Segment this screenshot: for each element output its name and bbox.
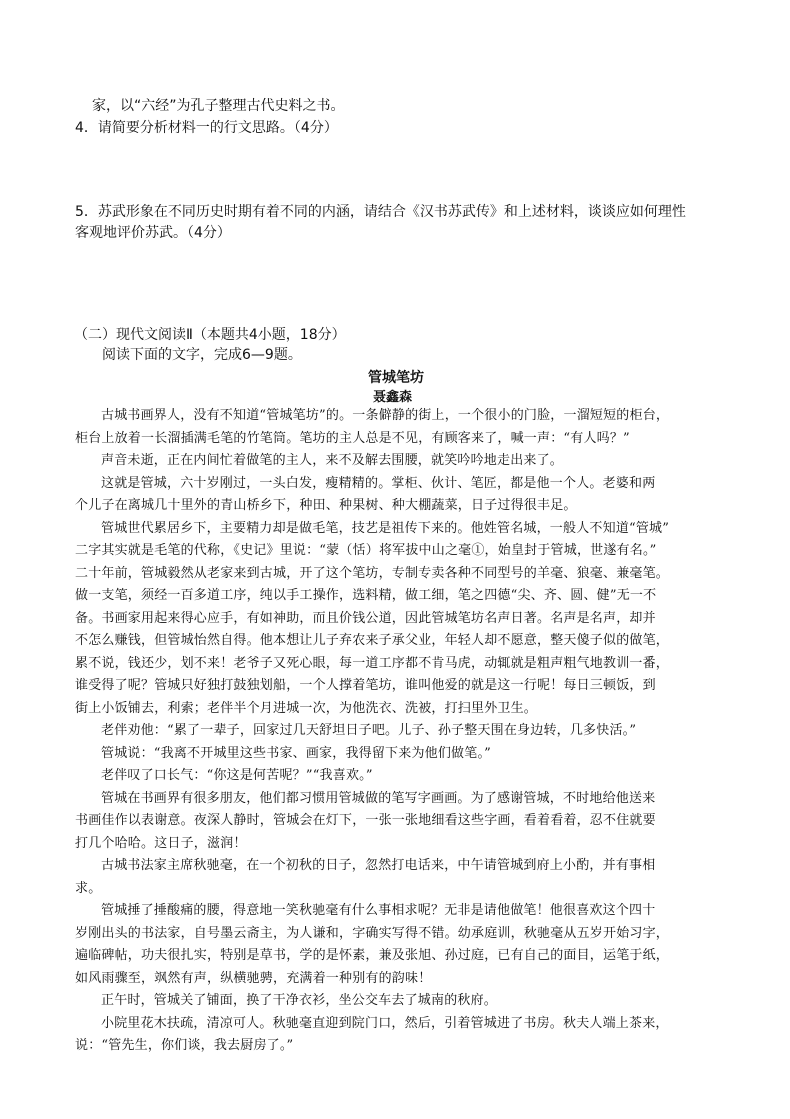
article-line: 谁受得了呢？管城只好独打鼓独划船，一个人撑着笔坊，谁叫他爱的就是这一行呢！每日三顿饭，到 [75,678,656,693]
section-instruction: 阅读下面的文字，完成6—9题。 [102,347,302,363]
article-line: 老伴叹了口长气：“你这是何苦呢？”“我喜欢。” [101,768,373,783]
article-line: 管城捶了捶酸痛的腰，得意地一笑秋驰毫有什么事相求呢？无非是请他做笔！他很喜欢这个四十 [101,903,656,918]
article-line: 古城书法家主席秋驰毫，在一个初秋的日子，忽然打电话来，中午请管城到府上小酌，并有事相 [101,858,656,873]
article-line: 备。书画家用起来得心应手，有如神助，而且价钱公道，因此管城笔坊名声日著。名声是名声，却并 [75,611,656,626]
article-line: 老伴劝他：“累了一辈子，回家过几天舒坦日子吧。儿子、孙子整天围在身边转，几多快活。” [101,723,637,738]
article-line: 说：“管先生，你们谈，我去厨房了。” [75,1038,294,1053]
article-author: 聂鑫森 [373,390,413,405]
article-line: 打几个哈哈。这日子，滋润！ [75,836,247,851]
article-line: 二十年前，管城毅然从老家来到古城，开了这个笔坊，专制专卖各种不同型号的羊毫、狼毫、兼毫笔。 [75,566,670,581]
question-5-line-2: 客观地评价苏武。（4分） [75,225,231,241]
question-4: 4．请简要分析材料一的行文思路。（4分） [75,120,338,136]
article-line: 二字其实就是毛笔的代称，《史记》里说：“蒙（恬）将军拔中山之毫①，始皇封于管城，世遂有名。” [75,543,657,558]
article-line: 岁刚出头的书法家，自号墨云斋主，为人谦和，字确实写得不错。幼承庭训，秋驰毫从五岁开始习字， [75,926,670,941]
article-line: 做一支笔，须经一百多道工序，纯以手工操作，选料精，做工细，笔之四德“尖、齐、圆、健”无一不 [75,588,657,603]
article-line: 如风雨骤至，飒然有声，纵横驰骋，充满着一种别有的韵味！ [75,971,432,986]
article-line: 不怎么赚钱，但管城怡然自得。他本想让儿子弃农来子承父业，年轻人却不愿意，整天傻子似的做笔， [75,633,670,648]
article-line: 小院里花木扶疏，清凉可人。秋驰毫直迎到院门口，然后，引着管城进了书房。秋夫人端上茶来， [101,1016,669,1031]
article-line: 街上小饭铺去，利索；老伴半个月进城一次，为他洗衣、洗被，打扫里外卫生。 [75,701,538,716]
section-heading: （二）现代文阅读Ⅱ（本题共4小题，18分） [74,327,346,343]
article-line: 正午时，管城关了铺面，换了干净衣衫，坐公交车去了城南的秋府。 [101,993,498,1008]
article-line: 古城书画界人，没有不知道“管城笔坊”的。一条僻静的街上，一个很小的门脸，一溜短短的柜台， [101,408,670,423]
q3-tail-text: 家，以“六经”为孔子整理古代史料之书。 [92,98,345,114]
article-line: 柜台上放着一长溜插满毛笔的竹笔筒。笔坊的主人总是不见，有顾客来了，喊一声：“有人吗？” [75,431,630,446]
article-line: 遍临碑帖，功夫很扎实，特别是草书，学的是怀素，兼及张旭、孙过庭，已有自己的面目，运笔于纸， [75,948,670,963]
article-line: 管城说：“我离不开城里这些书家、画家，我得留下来为他们做笔。” [101,746,491,761]
article-line: 书画佳作以表谢意。夜深人静时，管城会在灯下，一张一张地细看这些字画，看着看着，忍不住就要 [75,813,656,828]
article-line: 声音未逝，正在内间忙着做笔的主人，来不及解去围腰，就笑吟吟地走出来了。 [101,453,564,468]
article-line: 求。 [75,881,102,896]
article-line: 个儿子在离城几十里外的青山桥乡下，种田、种果树、种大棚蔬菜，日子过得很丰足。 [75,498,577,513]
article-title: 管城笔坊 [368,370,424,386]
question-5-line-1: 5．苏武形象在不同历史时期有着不同的内涵，请结合《汉书苏武传》和上述材料，谈谈应如何理性 [75,204,686,220]
article-line: 这就是管城，六十岁刚过，一头白发，瘦精精的。掌柜、伙计、笔匠，都是他一个人。老婆和两 [101,476,656,491]
article-line: 管城世代累居乡下，主要精力却是做毛笔，技艺是祖传下来的。他姓管名城，一般人不知道“管城” [101,521,670,536]
article-line: 累不说，钱还少，划不来！老爷子又死心眼，每一道工序都不肯马虎，动辄就是粗声粗气地教训一番， [75,656,670,671]
article-line: 管城在书画界有很多朋友，他们都习惯用管城做的笔写字画画。为了感谢管城，不时地给他送来 [101,791,656,806]
